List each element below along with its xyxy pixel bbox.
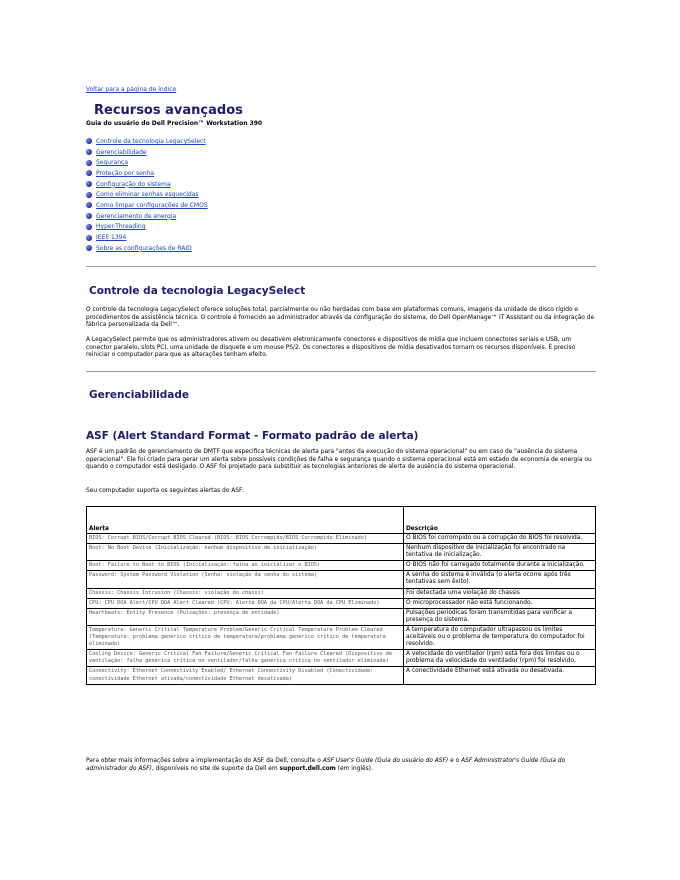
toc-item [86,179,208,190]
toc-link-seguranca[interactable]: Segurança [96,159,129,167]
support-site: support.dell.com [279,765,336,772]
bullet-icon [86,149,92,155]
alert-cell: Cooling Device: Generic Critical Fan Failure/Generic Critical Fan Failure Cleared (Dispositivo de ventilação: falha genérica crítica no ventilador/falha genérica crítica no ventilador eliminada) [87,650,404,667]
toc-link-raid[interactable]: Sobre as configurações de RAID [96,244,192,252]
table-row [87,650,596,667]
gerenciabilidade-heading: Gerenciabilidade [89,389,189,401]
table-row [87,534,596,544]
table-row [87,571,596,588]
alert-cell: BIOS: Corrupt BIOS/Corrupt BIOS Cleared (BIOS: BIOS Corrompido/BIOS Corrompido Eliminado) [87,534,404,544]
alert-cell: Boot: Failure to Boot to BIOS (Inicialização: falha ao inicializar o BIOS) [87,561,404,571]
section-divider [86,266,596,267]
bullet-icon [86,192,92,198]
bullet-icon [86,170,92,176]
description-cell: A conectividade Ethernet está ativada ou desativada. [404,667,596,684]
description-cell: A velocidade do ventilador (rpm) está fora dos limites ou o problema da velocidade do ventilador (rpm) foi resolvido. [404,650,596,667]
alert-cell: CPU: CPU DOA Alert/CPU DOA Alert Cleared (CPU: Alerta DOA da CPU/Alerta DOA da CPU Eliminado) [87,598,404,608]
toc-link-senhas-esquecidas[interactable]: Como eliminar senhas esquecidas [96,191,199,199]
table-row [87,608,596,625]
bullet-icon [86,245,92,251]
description-cell: Nenhum dispositivo de inicialização foi encontrado na tentativa de inicialização. [404,544,596,561]
toc-item [86,189,208,200]
alert-cell: Heartbeats: Entity Presence (Pulsações: presença de entidade) [87,608,404,625]
table-row [87,598,596,608]
back-to-index-link[interactable]: Voltar para a página de índice [86,86,177,93]
table-of-contents [86,136,208,254]
toc-link-protecao-senha[interactable]: Proteção por senha [96,169,155,177]
bullet-icon [86,235,92,241]
description-cell: A temperatura do computador ultrapassou os limites aceitáveis ou o problema de temperatura do computador foi resolvido. [404,625,596,649]
footnote-text: (em inglês). [335,765,373,772]
asf-admin-guide-title: ASF Administrator's Guide (Guia do administrador do ASF) [86,758,566,772]
footnote-text: e o [448,758,462,764]
toc-item [86,232,208,243]
description-cell: O BIOS não foi carregado totalmente durante a inicialização. [404,561,596,571]
legacyselect-paragraph-2: A LegacySelect permite que os administradores ativem ou desativem eletronicamente conectores e dispositivos de mídia que incluem conectores seriais e USB, um conector paralelo, slots PCI, uma unidade de disquete e um mouse PS/2. Os conectores e dispositivos de mídia desativados tornam os recursos disponíveis. É preciso reiniciar o computador para que as alterações tenham efeito. [86,337,576,359]
alert-cell: Boot: No Boot Device (Inicialização: nenhum dispositivo de inicialização) [87,544,404,561]
toc-item [86,147,208,158]
toc-item [86,243,208,254]
page-subtitle: Guia do usuário do Dell Precision™ Workstation 390 [86,120,263,127]
table-row [87,625,596,649]
alert-cell: Connectivity: Ethernet Connectivity Enabled/ Ethernet Connectivity Disabled (Conectividade: conectividade Ethernet ativada/conectividade Ethernet desativada) [87,667,404,684]
legacyselect-paragraph-1: O controle da tecnologia LegacySelect oferece soluções total, parcialmente ou não herdadas com base em plataformas comuns, imagens da unidade de disco rígido e procedimentos de assistência técnica. O controle é fornecido ao administrador através da configuração do sistema, do Dell OpenManage™ IT Assistant ou da integração de fábrica personalizada da Dell™. [86,307,595,329]
page-title: Recursos avançados [94,103,243,118]
column-header-alert: Alerta [87,507,404,534]
alert-cell: Chassis: Chassis Intrusion (Chassis: violação do chassi) [87,588,404,598]
toc-link-limpar-cmos[interactable]: Como limpar configurações de CMOS [96,201,208,209]
alert-cell: Temperatura: Generic Critical Temperature Problem/Generic Critical Temperature Problem Cleared (Temperatura: problema genérico crítico de temperatura/problema genérico crítico de temperatura eliminado) [87,625,404,649]
bullet-icon [86,160,92,166]
toc-item [86,211,208,222]
toc-link-energia[interactable]: Gerenciamento de energia [96,212,177,220]
bullet-icon [86,138,92,144]
bullet-icon [86,181,92,187]
toc-link-hyper-threading[interactable]: Hyper-Threading [96,223,146,231]
asf-paragraph-1: ASF é um padrão de gerenciamento de DMTF que especifica técnicas de alerta para "antes da execução do sistema operacional" ou em caso de "ausência do sistema operacional". Ele foi criado para gerar um alerta sobre possíveis condições de falha e segurança quando o sistema operacional está em estado de economia de energia ou quando o computador está desligado. O ASF foi projetado para substituir as tecnologias anteriores de alerta de ausência do sistema operacional. [86,449,592,471]
bullet-icon [86,224,92,230]
table-row [87,588,596,598]
footnote-text: Para obter mais informações sobre a implementação do ASF da Dell, consulte o [86,758,323,764]
footnote-text: , disponíveis no site de suporte da Dell em [151,765,280,772]
column-header-description: Descrição [404,507,596,534]
asf-footnote [86,758,596,773]
table-row [87,544,596,561]
description-cell: O microprocessador não está funcionando. [404,598,596,608]
asf-users-guide-title: ASF User's Guide (Guia do usuário do ASF) [322,758,449,764]
table-row [87,667,596,684]
section-divider [86,371,596,372]
legacyselect-heading: Controle da tecnologia LegacySelect [89,285,306,297]
description-cell: O BIOS foi corrompido ou a corrupção do BIOS foi resolvida. [404,534,596,544]
asf-alerts-table [86,506,596,685]
asf-heading: ASF (Alert Standard Format - Formato padrão de alerta) [86,430,419,442]
toc-link-configuracao-sistema[interactable]: Configuração do sistema [96,180,171,188]
toc-item [86,222,208,233]
bullet-icon [86,202,92,208]
toc-item [86,157,208,168]
bullet-icon [86,213,92,219]
toc-item [86,200,208,211]
description-cell: A senha do sistema é inválida (o alerta ocorre após três tentativas sem êxito). [404,571,596,588]
toc-link-gerenciabilidade[interactable]: Gerenciabilidade [96,148,147,156]
toc-item [86,168,208,179]
table-header-row [87,507,596,534]
alert-cell: Password: System Password Violation (Senha: violação da senha do sistema) [87,571,404,588]
toc-link-legacyselect[interactable]: Controle da tecnologia LegacySelect [96,137,206,145]
toc-link-ieee-1394[interactable]: IEEE 1394 [96,234,127,242]
asf-paragraph-2: Seu computador suporta os seguintes alertas do ASF: [86,488,244,494]
toc-item [86,136,208,147]
description-cell: Pulsações periódicas foram transmitidas para verificar a presença do sistema. [404,608,596,625]
description-cell: Foi detectada uma violação do chassis [404,588,596,598]
table-row [87,561,596,571]
